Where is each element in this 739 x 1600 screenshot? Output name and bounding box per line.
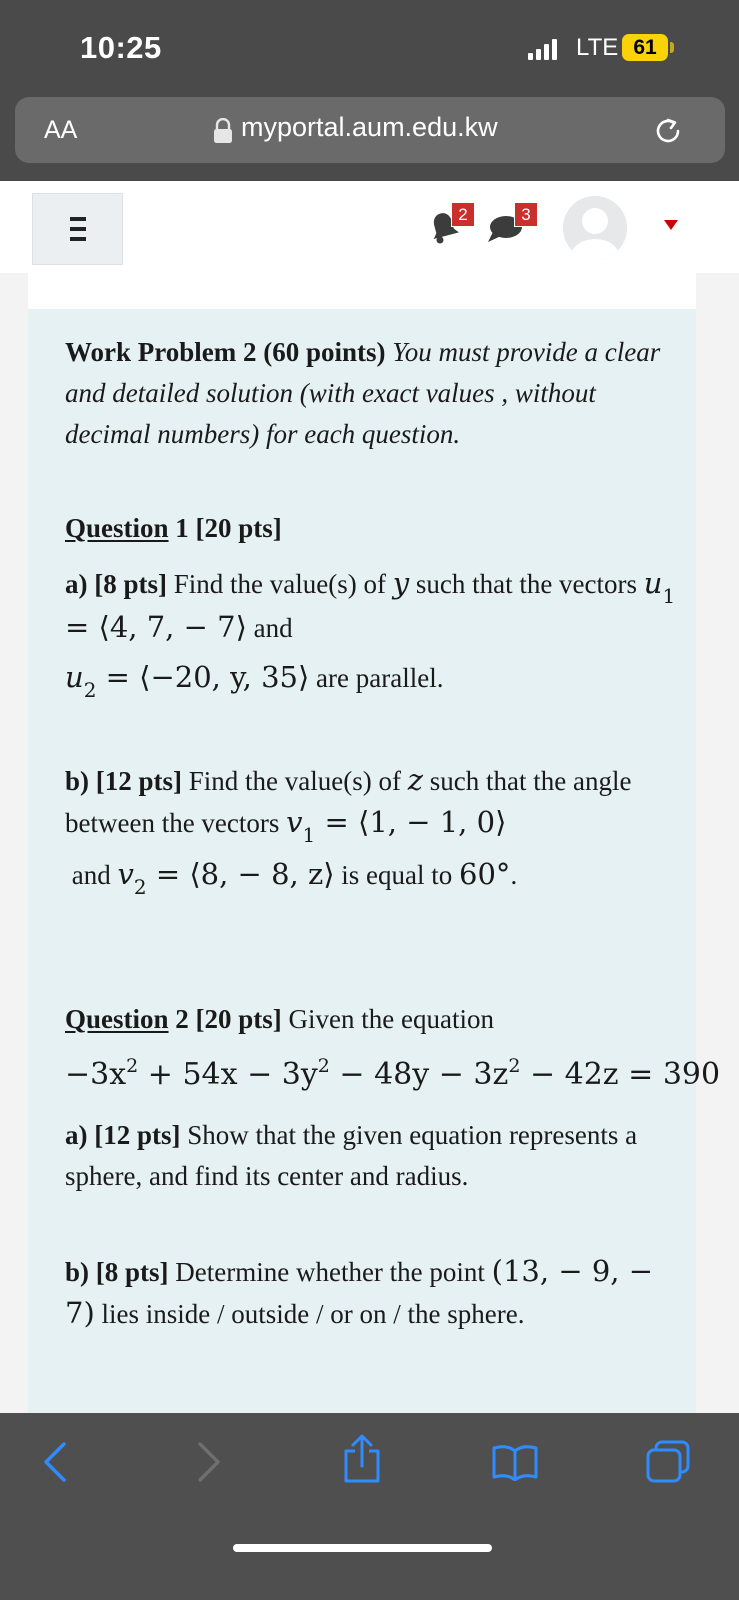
q2a-label: a) [12 pts] bbox=[65, 1120, 181, 1150]
u1-value: = ⟨4, 7, − 7⟩ bbox=[65, 610, 247, 644]
avatar[interactable] bbox=[563, 196, 627, 260]
eq-part-4: − 42z = 390 bbox=[520, 1057, 721, 1092]
eq-exp-3: 2 bbox=[508, 1055, 521, 1077]
q2-heading-points: 2 [20 pts] bbox=[175, 1004, 282, 1034]
u1-name: u bbox=[643, 566, 663, 600]
q1b-tail: is equal to bbox=[341, 860, 453, 890]
q1b-period: . bbox=[510, 860, 518, 890]
notification-count-badge: 2 bbox=[451, 202, 475, 227]
sphere-equation bbox=[65, 1054, 721, 1099]
hamburger-menu-button[interactable] bbox=[32, 193, 123, 265]
message-count-badge: 3 bbox=[514, 202, 538, 227]
q1-part-a bbox=[65, 563, 685, 706]
q1b-variable: z bbox=[407, 763, 423, 797]
v1-sub: 1 bbox=[302, 823, 316, 847]
battery-tip bbox=[670, 42, 674, 53]
q2a-text: Show that the given equation represents a sphere, and find its center and radius. bbox=[65, 1120, 638, 1191]
browser-toolbar bbox=[0, 1413, 739, 1600]
q2b-tail: lies inside / outside / or on / the sphere. bbox=[101, 1299, 525, 1329]
question-card bbox=[28, 309, 721, 1413]
v2-sub: 2 bbox=[133, 875, 147, 899]
q2-intro: Given the equation bbox=[288, 1004, 494, 1034]
eq-part-2: + 54x − 3y bbox=[138, 1057, 318, 1092]
q1b-text: Find the value(s) of bbox=[188, 766, 401, 796]
bookmarks-icon[interactable] bbox=[491, 1443, 539, 1481]
v1-value: = ⟨1, − 1, 0⟩ bbox=[324, 805, 507, 839]
q1a-variable: y bbox=[392, 566, 410, 600]
q1-heading-word: Question bbox=[65, 513, 169, 543]
q2b-text: Determine whether the point bbox=[175, 1257, 485, 1287]
q2-heading-line bbox=[65, 999, 685, 1040]
eq-part-3: − 48y − 3z bbox=[329, 1057, 509, 1092]
q1b-and: and bbox=[71, 860, 111, 890]
forward-arrow-icon[interactable] bbox=[196, 1440, 224, 1484]
back-arrow-icon[interactable] bbox=[40, 1440, 68, 1484]
q1a-text2: such that the vectors bbox=[415, 569, 638, 599]
site-header bbox=[0, 181, 739, 273]
q1b-label: b) [12 pts] bbox=[65, 766, 183, 796]
share-icon[interactable] bbox=[342, 1433, 382, 1485]
q1a-text: Find the value(s) of bbox=[173, 569, 386, 599]
u2-sub: 2 bbox=[83, 678, 97, 702]
eq-exp-1: 2 bbox=[126, 1055, 139, 1077]
text-size-button[interactable]: AA bbox=[44, 116, 78, 144]
v2-value: = ⟨8, − 8, z⟩ bbox=[155, 857, 335, 891]
q2-part-a bbox=[65, 1115, 685, 1197]
u1-sub: 1 bbox=[662, 584, 676, 608]
u2-name: u bbox=[65, 660, 84, 694]
hamburger-menu-icon bbox=[70, 216, 86, 242]
problem-title: Work Problem 2 (60 points) bbox=[65, 337, 386, 367]
q1a-and: and bbox=[253, 613, 293, 643]
network-type: LTE bbox=[576, 34, 619, 61]
dropdown-caret-icon[interactable] bbox=[664, 220, 678, 230]
reload-icon[interactable] bbox=[651, 114, 685, 148]
tabs-icon[interactable] bbox=[645, 1440, 691, 1484]
battery-level: 61 bbox=[622, 34, 668, 61]
q1b-text2: such that the angle between the vectors bbox=[65, 766, 632, 838]
q2-heading-word: Question bbox=[65, 1004, 169, 1034]
problem-instructions: You must provide a clear and detailed solution (with exact values , without decimal numbers) for each question. bbox=[65, 337, 661, 449]
q1-heading bbox=[65, 508, 685, 549]
q2b-point: (13, − 9, − 7) bbox=[65, 1254, 654, 1330]
browser-chrome-top bbox=[0, 0, 739, 181]
address-bar[interactable] bbox=[15, 97, 725, 163]
q1-heading-points: 1 [20 pts] bbox=[175, 513, 282, 543]
problem-intro bbox=[65, 332, 685, 455]
lock-icon bbox=[212, 118, 234, 144]
v2-name: v bbox=[117, 857, 134, 891]
angle-value: 60° bbox=[459, 857, 511, 891]
u2-value: = ⟨−20, y, 35⟩ bbox=[105, 660, 310, 694]
user-silhouette-icon bbox=[563, 196, 627, 260]
q1a-label: a) [8 pts] bbox=[65, 569, 167, 599]
q1-part-b bbox=[65, 760, 685, 903]
card-top-strip bbox=[28, 273, 696, 309]
v1-name: v bbox=[286, 805, 303, 839]
eq-exp-2: 2 bbox=[317, 1055, 330, 1077]
signal-icon bbox=[528, 38, 557, 60]
status-time: 10:25 bbox=[80, 30, 162, 65]
eq-part-1: −3x bbox=[65, 1057, 127, 1092]
url-text[interactable]: myportal.aum.edu.kw bbox=[241, 112, 498, 142]
q2b-label: b) [8 pts] bbox=[65, 1257, 169, 1287]
home-indicator[interactable] bbox=[233, 1544, 492, 1552]
q2-part-b bbox=[65, 1251, 685, 1335]
q1a-tail: are parallel. bbox=[316, 663, 444, 693]
